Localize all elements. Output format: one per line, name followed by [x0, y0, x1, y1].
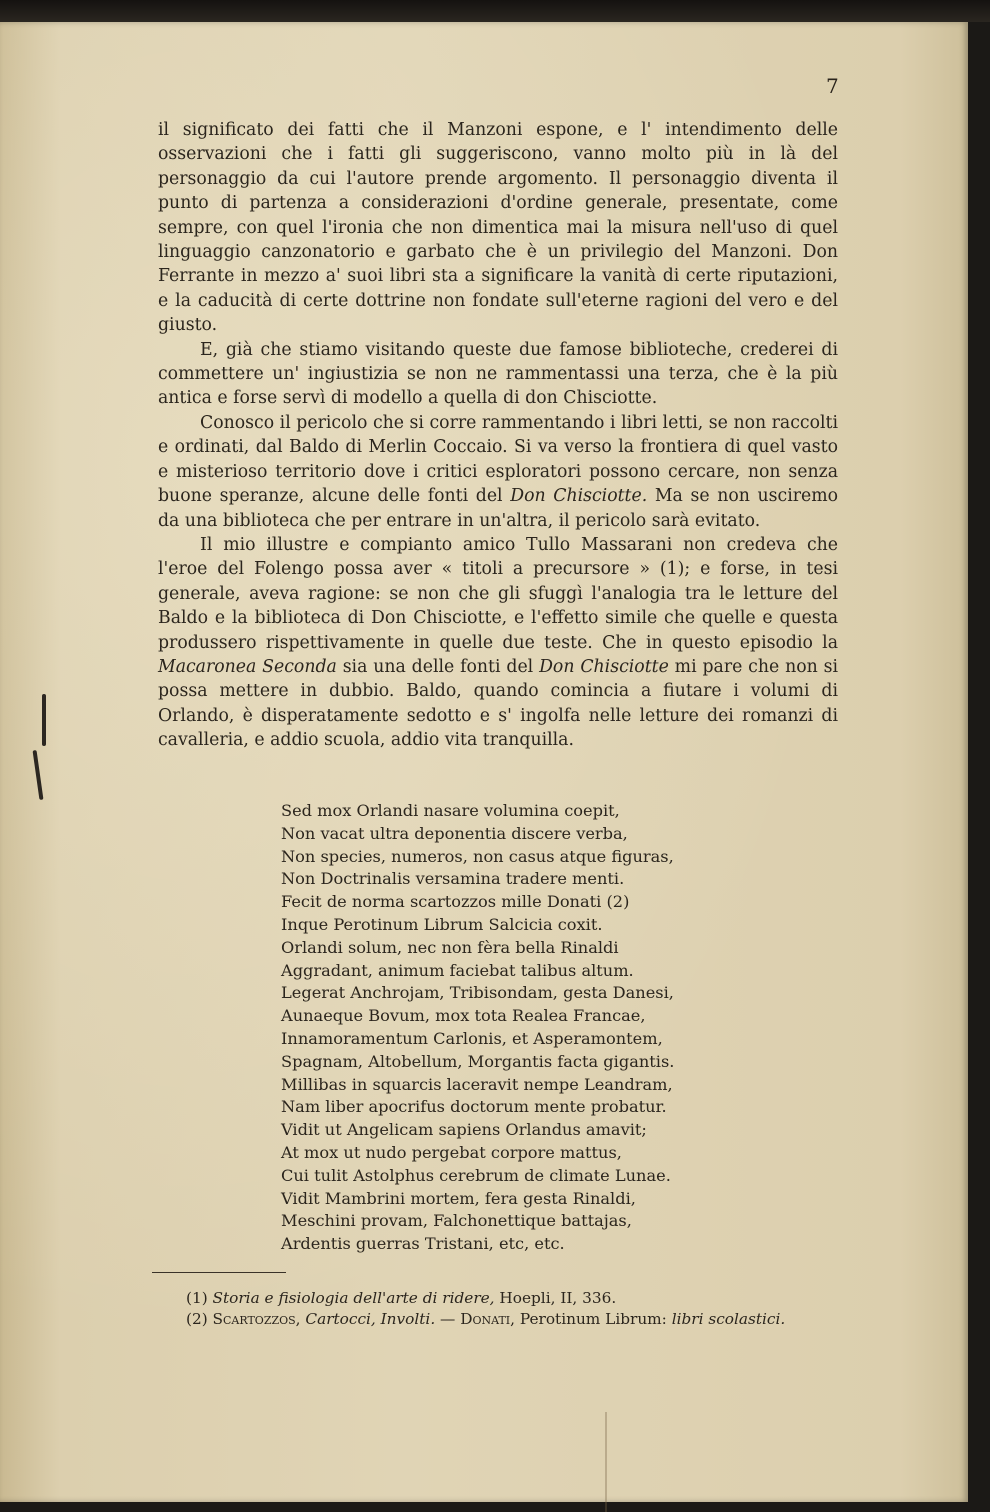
verse-line: At mox ut nudo pergebat corpore mattus, — [281, 1142, 622, 1162]
paragraph-4-text-a: Il mio illustre e compianto amico Tullo Massarani non credeva che l'eroe del Folengo possa aver « titoli a precursore » (1); e forse, in tesi generale, aveva ragione: se non che gli sfuggì l'analogia tra le letture del Baldo e la biblioteca di Don Chisciotte, e l'effetto simile che quelle e questa produssero rispettivamente in quelle due teste. Che in questo episodio la — [158, 534, 838, 653]
verse-line: Spagnam, Altobellum, Morgantis facta gigantis. — [281, 1051, 675, 1071]
verse-line: Non species, numeros, non casus atque figuras, — [281, 846, 674, 866]
footnote-2-number: (2) — [186, 1309, 213, 1328]
verse-line: Cui tulit Astolphus cerebrum de climate Lunae. — [281, 1165, 671, 1185]
verse-line: Vidit Mambrini mortem, fera gesta Rinaldi, — [281, 1188, 636, 1208]
paragraph-3 — [158, 411, 838, 533]
footnote-rule — [152, 1272, 286, 1273]
verse-line: Aunaeque Bovum, mox tota Realea Francae, — [281, 1006, 646, 1026]
footnote-2-gloss-2: libri scolastici. — [671, 1309, 786, 1328]
page-number: 7 — [826, 74, 839, 98]
footnotes — [158, 1288, 838, 1329]
verse-line: Legerat Anchrojam, Tribisondam, gesta Danesi, — [281, 983, 674, 1003]
verse-line: Fecit de norma scartozzos mille Donati (2) — [281, 892, 630, 912]
paragraph-3-title-italic: Don Chisciotte. — [510, 486, 648, 507]
verse-line: Orlandi solum, nec non fèra bella Rinaldi — [281, 937, 619, 957]
binding-mark-lower — [33, 750, 44, 800]
footnote-1-reference: Hoepli, II, 336. — [494, 1289, 617, 1307]
verse-line: Ardentis guerras Tristani, etc, etc. — [281, 1234, 565, 1254]
footnote-2-term-2: Donati, — [460, 1309, 516, 1328]
latin-verse-quotation — [281, 800, 781, 1256]
footnote-2-dash: — — [435, 1309, 461, 1328]
footnote-1-title: Storia e fisiologia dell'arte di ridere, — [212, 1289, 495, 1307]
verse-line: Meschini provam, Falchonettique battajas, — [281, 1211, 632, 1231]
footnote-2-text: Perotinum Librum: — [515, 1309, 672, 1328]
verse-line: Vidit ut Angelicam sapiens Orlandus amavit; — [281, 1120, 647, 1140]
paragraph-3-text-a: Conosco il pericolo che si corre rammentando i libri letti, se non raccolti e ordinati, dal Baldo di Merlin Coccaio. Si va verso la frontiera di quel vasto e misterioso territorio dove i critici esploratori possono cercare, non senza buone speranze, alcune delle fonti del — [158, 412, 838, 507]
body-text — [158, 118, 838, 753]
verse-line: Millibas in squarcis laceravit nempe Leandram, — [281, 1074, 673, 1094]
footnote-1 — [158, 1288, 838, 1309]
verse-line: Non Doctrinalis versamina tradere menti. — [281, 869, 625, 889]
paper-fold-line — [605, 1412, 607, 1512]
verse-line: Non vacat ultra deponentia discere verba, — [281, 823, 628, 843]
paragraph-1-text: il significato dei fatti che il Manzoni espone, e l' intendimento delle osservazioni che i fatti gli suggeriscono, vanno molto più in là del personaggio da cui l'autore prende argomento. Il personaggio diventa il punto di partenza a considerazioni d'ordine generale, presentate, come sempre, con quel l'ironia che non dimentica mai la misura nell'uso di quel linguaggio canzonatorio e garbato che è un privilegio del Manzoni. Don Ferrante in mezzo a' suoi libri sta a significare la vanità di certe riputazioni, e la caducità di certe dottrine non fondate sull'eterne ragioni del vero e del giusto. — [158, 120, 838, 336]
binding-mark-upper — [42, 694, 46, 746]
paragraph-4-text-e: mi pare che non si possa mettere in dubbio. Baldo, quando comincia a fiutare i volumi di Orlando, è disperatamente sedotto e s' ingolfa nelle letture dei romanzi di cavalleria, e addio scuola, addio vita tranquilla. — [158, 656, 839, 751]
paragraph-4-title-macaronea: Macaronea Seconda — [158, 656, 337, 677]
top-edge-shadow — [0, 0, 990, 22]
footnote-2-gloss-1: Cartocci, Involti. — [300, 1309, 436, 1328]
paragraph-2 — [158, 338, 838, 411]
paragraph-4 — [158, 533, 838, 753]
paragraph-4-title-chisciotte: Don Chisciotte — [539, 656, 669, 677]
paragraph-4-text-c: sia una delle fonti del — [336, 656, 540, 677]
paragraph-2-text: E, già che stiamo visitando queste due famose biblioteche, crederei di commettere un' ingiustizia se non ne rammentassi una terza, che è la più antica e forse servì di modello a quella di don Chisciotte. — [158, 339, 838, 409]
paragraph-1 — [158, 118, 838, 338]
verse-line: Sed mox Orlandi nasare volumina coepit, — [281, 801, 620, 820]
footnote-1-number: (1) — [186, 1289, 213, 1307]
paragraph-3-text-c: Ma se non usciremo da una biblioteca che per entrare in un'altra, il pericolo sarà evitato. — [158, 486, 838, 531]
verse-line: Inque Perotinum Librum Salcicia coxit. — [281, 914, 603, 934]
verse-line: Nam liber apocrifus doctorum mente probatur. — [281, 1097, 667, 1117]
footnote-2-term-1: Scartozzos, — [212, 1309, 301, 1328]
footnote-2 — [158, 1309, 838, 1330]
verse-line: Aggradant, animum faciebat talibus altum. — [281, 960, 634, 980]
verse-line: Innamoramentum Carlonis, et Asperamontem, — [281, 1028, 663, 1048]
